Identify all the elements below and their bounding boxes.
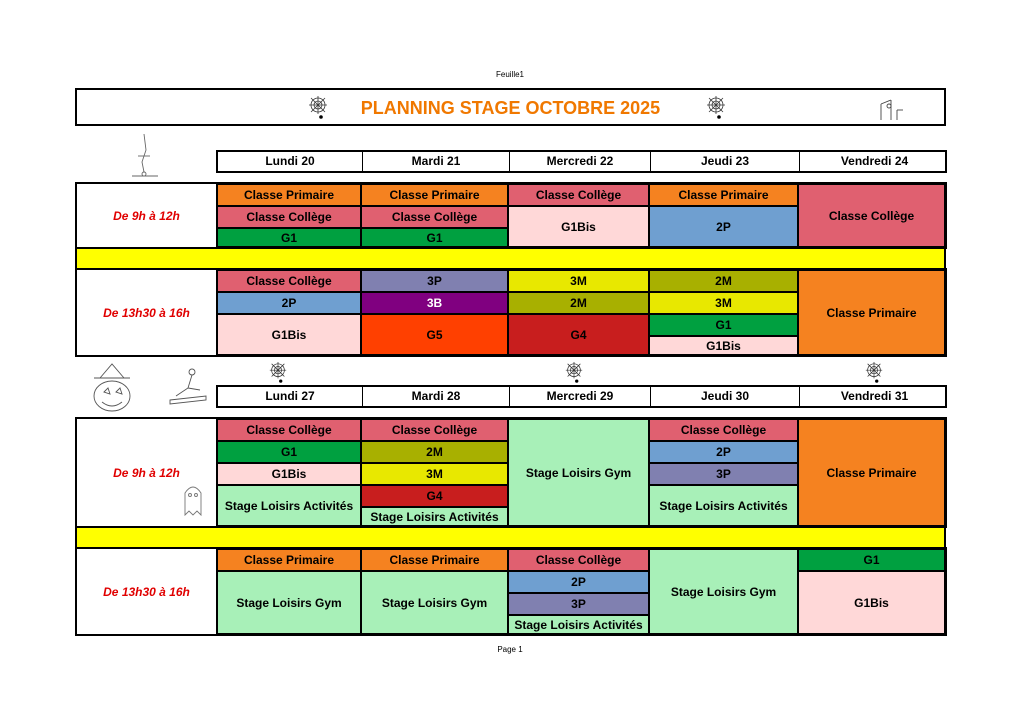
schedule-cell: G1	[217, 441, 361, 463]
schedule-cell: Classe Collège	[508, 184, 649, 206]
schedule-cell: Stage Loisirs Activités	[217, 485, 361, 526]
schedule-cell: Stage Loisirs Gym	[361, 571, 508, 634]
schedule-cell: Classe Collège	[217, 270, 361, 292]
day-header: Jeudi 23	[650, 152, 799, 171]
gymnast-beam-icon	[168, 366, 208, 406]
day-header: Mardi 21	[362, 152, 509, 171]
spider-web-icon	[705, 94, 727, 120]
schedule-cell: Classe Primaire	[361, 184, 508, 206]
schedule-cell: Classe Collège	[217, 419, 361, 441]
schedule-cell: Classe Collège	[217, 206, 361, 228]
schedule-cell: 2M	[649, 270, 798, 292]
day-header: Mardi 28	[362, 387, 509, 406]
schedule-cell: 3M	[649, 292, 798, 314]
schedule-cell: Stage Loisirs Gym	[508, 419, 649, 526]
lunch-band	[75, 526, 946, 549]
schedule-cell: Classe Collège	[361, 206, 508, 228]
schedule-cell: Classe Collège	[361, 419, 508, 441]
lunch-band	[75, 247, 946, 270]
week2-day-header	[216, 385, 947, 408]
schedule-cell: Classe Primaire	[217, 184, 361, 206]
day-header: Jeudi 30	[650, 387, 799, 406]
day-header: Lundi 27	[265, 389, 315, 403]
schedule-cell: G1	[361, 228, 508, 247]
schedule-cell: Classe Collège	[649, 419, 798, 441]
schedule-cell: Classe Collège	[508, 549, 649, 571]
time-label: De 13h30 à 16h	[77, 549, 217, 634]
schedule-cell: G1Bis	[649, 336, 798, 355]
gymnast-icon	[877, 96, 907, 122]
time-label: De 9h à 12h	[77, 184, 217, 247]
day-header: Vendredi 24	[799, 152, 949, 171]
schedule-cell: Classe Primaire	[361, 549, 508, 571]
spider-web-icon	[268, 360, 288, 384]
pumpkin-witch-icon	[90, 362, 134, 414]
schedule-cell: 2P	[508, 571, 649, 593]
schedule-cell: G1	[217, 228, 361, 247]
title-box	[75, 88, 946, 126]
schedule-cell: G1	[798, 549, 945, 571]
week2-afternoon-block	[75, 547, 947, 636]
ghost-icon	[181, 481, 205, 517]
schedule-cell: Stage Loisirs Activités	[361, 507, 508, 526]
schedule-cell: Stage Loisirs Activités	[508, 615, 649, 634]
time-label: De 9h à 12h	[77, 419, 217, 526]
schedule-cell: 3B	[361, 292, 508, 314]
week1-afternoon-block	[75, 268, 947, 357]
schedule-cell: 2M	[508, 292, 649, 314]
schedule-cell: Classe Primaire	[798, 270, 945, 355]
spider-web-icon	[307, 94, 329, 120]
schedule-cell: 2P	[649, 206, 798, 247]
schedule-cell: G1	[649, 314, 798, 336]
schedule-cell: G5	[361, 314, 508, 355]
spider-web-icon	[864, 360, 884, 384]
schedule-cell: G1Bis	[217, 314, 361, 355]
day-header: Lundi 20	[265, 154, 315, 168]
schedule-cell: 3P	[361, 270, 508, 292]
schedule-cell: 3P	[649, 463, 798, 485]
schedule-cell: 2M	[361, 441, 508, 463]
sheet-name: Feuille1	[495, 70, 524, 79]
schedule-cell: G1Bis	[508, 206, 649, 247]
gymnast-handstand-icon	[130, 132, 160, 178]
week1-morning-block	[75, 182, 947, 249]
schedule-cell: Stage Loisirs Gym	[217, 571, 361, 634]
page-title: PLANNING STAGE OCTOBRE 2025	[360, 98, 661, 118]
schedule-cell: Stage Loisirs Activités	[649, 485, 798, 526]
schedule-cell: 2P	[649, 441, 798, 463]
day-header: Mercredi 22	[509, 152, 650, 171]
schedule-cell: G4	[361, 485, 508, 507]
schedule-cell: G4	[508, 314, 649, 355]
schedule-cell: Classe Primaire	[798, 419, 945, 526]
schedule-cell: Classe Collège	[798, 184, 945, 247]
schedule-cell: Stage Loisirs Gym	[649, 549, 798, 634]
week1-day-header	[216, 150, 947, 173]
schedule-cell: Classe Primaire	[649, 184, 798, 206]
spider-web-icon	[564, 360, 584, 384]
schedule-cell: 3M	[361, 463, 508, 485]
day-header: Vendredi 31	[799, 387, 949, 406]
schedule-cell: G1Bis	[217, 463, 361, 485]
time-label: De 13h30 à 16h	[77, 270, 217, 355]
week2-morning-block	[75, 417, 947, 528]
schedule-cell: Classe Primaire	[217, 549, 361, 571]
day-header: Mercredi 29	[509, 387, 650, 406]
page-number: Page 1	[497, 645, 523, 654]
schedule-cell: G1Bis	[798, 571, 945, 634]
schedule-cell: 2P	[217, 292, 361, 314]
schedule-cell: 3M	[508, 270, 649, 292]
schedule-cell: 3P	[508, 593, 649, 615]
